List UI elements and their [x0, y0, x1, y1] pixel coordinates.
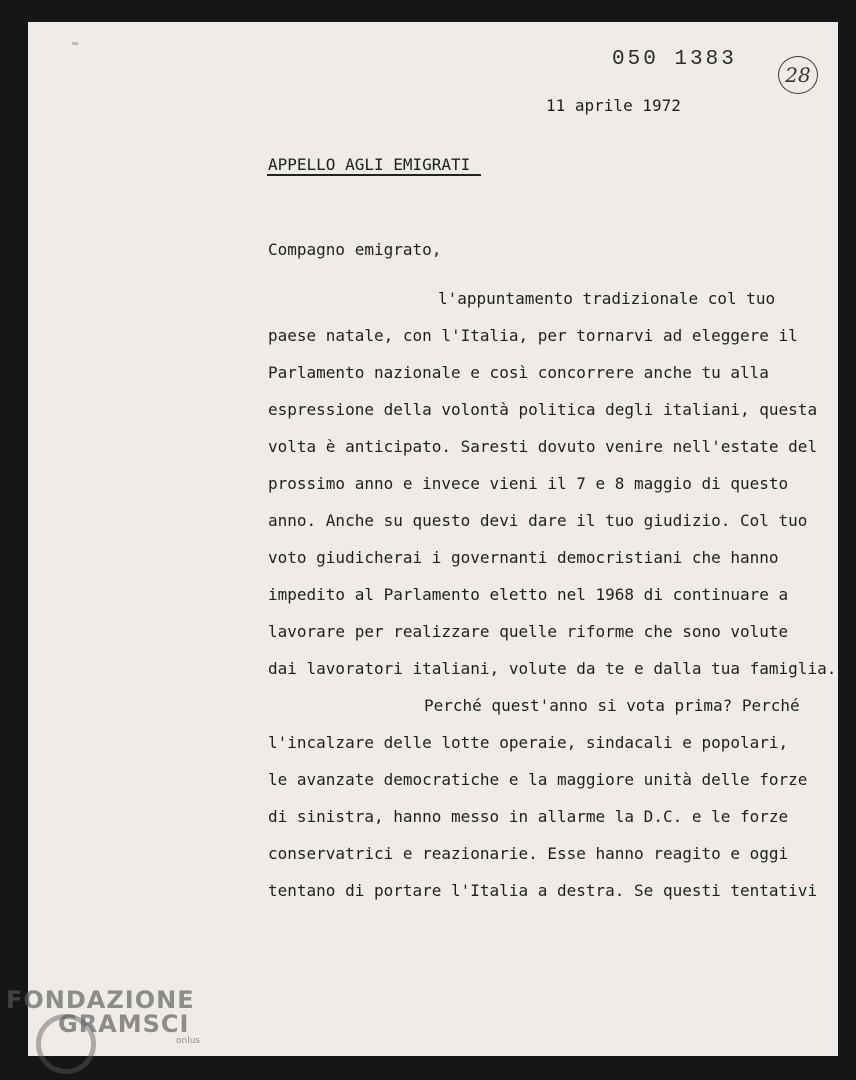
watermark-line-2: GRAMSCI [58, 1010, 190, 1038]
title-underline [267, 174, 481, 176]
body-line: volta è anticipato. Saresti dovuto venire nell'estate del [268, 437, 818, 456]
body-line: Perché quest'anno si vota prima? Perché [424, 696, 800, 715]
body-line: voto giudicherai i governanti democristiani che hanno [268, 548, 779, 567]
body-line: conservatrici e reazionarie. Esse hanno reagito e oggi [268, 844, 789, 863]
archive-number: 050 1383 [612, 48, 737, 71]
body-line: impedito al Parlamento eletto nel 1968 di continuare a [268, 585, 789, 604]
watermark [6, 986, 200, 1046]
body-line: prossimo anno e invece vieni il 7 e 8 maggio di questo [268, 474, 789, 493]
page-number-circle [778, 56, 818, 94]
body-line: di sinistra, hanno messo in allarme la D.C. e le forze [268, 807, 789, 826]
body-line: lavorare per realizzare quelle riforme che sono volute [268, 622, 789, 641]
document-page [28, 22, 838, 1056]
body-line: l'incalzare delle lotte operaie, sindacali e popolari, [268, 733, 789, 752]
document-title: APPELLO AGLI EMIGRATI [268, 155, 471, 174]
watermark-line-3: onlus [176, 1036, 201, 1046]
body-line: paese natale, con l'Italia, per tornarvi ad eleggere il [268, 326, 798, 345]
body-line: anno. Anche su questo devi dare il tuo giudizio. Col tuo [268, 511, 808, 530]
salutation: Compagno emigrato, [268, 240, 442, 259]
page-number: 28 [785, 63, 811, 87]
paper-mark [72, 42, 78, 45]
body-line: l'appuntamento tradizionale col tuo [438, 289, 776, 308]
body-line: espressione della volontà politica degli italiani, questa [268, 400, 818, 419]
body-line: tentano di portare l'Italia a destra. Se questi tentativi [268, 881, 818, 900]
body-line: Parlamento nazionale e così concorrere anche tu alla [268, 363, 769, 382]
document-date: 11 aprile 1972 [546, 96, 681, 115]
body-line: dai lavoratori italiani, volute da te e dalla tua famiglia. [268, 659, 837, 678]
watermark-line-1: FONDAZIONE [6, 986, 195, 1014]
body-line: le avanzate democratiche e la maggiore unità delle forze [268, 770, 808, 789]
